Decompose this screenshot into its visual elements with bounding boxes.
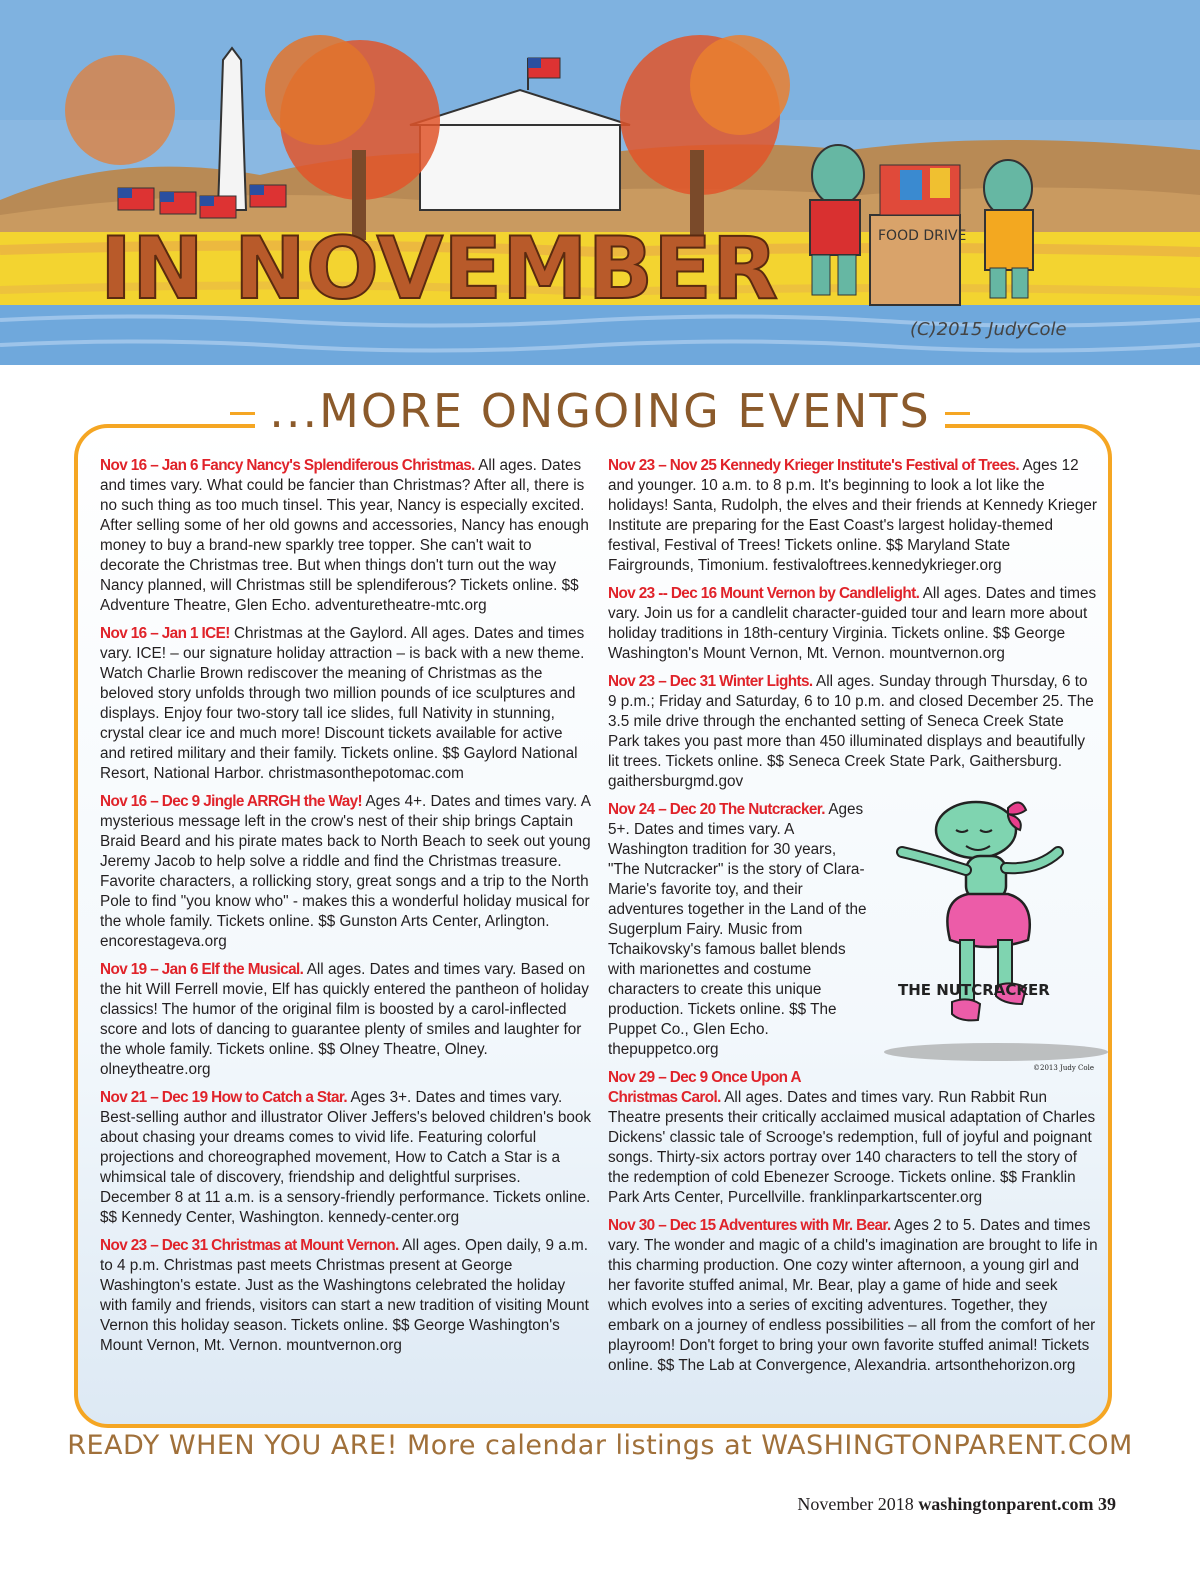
event-item bbox=[608, 584, 1098, 664]
event-item bbox=[608, 1068, 1098, 1208]
footer-issue: November 2018 bbox=[797, 1494, 914, 1514]
event-heading: Nov 24 – Dec 20 The Nutcracker. bbox=[608, 801, 825, 818]
event-body: Ages 5+. Dates and times vary. A Washington tradition for 30 years, "The Nutcracker" is the story of Clara-Marie's favorite toy, and their adventures together in the Land of the Sugerplum Fairy. Music from Tchaikovsky's famous ballet blends with marionettes and costume characters to create this unique production. Tickets online. $$ The Puppet Co., Glen Echo. thepuppetco.org bbox=[608, 801, 867, 1058]
section-title: ...MORE ONGOING EVENTS bbox=[255, 384, 944, 438]
nutcracker-illustration bbox=[868, 790, 1108, 1075]
events-left-column bbox=[100, 456, 592, 1364]
event-heading: Nov 29 – Dec 9 Once Upon A Christmas Carol. bbox=[608, 1069, 801, 1106]
event-heading: Nov 23 – Nov 25 Kennedy Krieger Institute's Festival of Trees. bbox=[608, 457, 1020, 474]
event-heading: Nov 16 – Dec 9 Jingle ARRGH the Way! bbox=[100, 793, 363, 810]
event-heading: Nov 23 -- Dec 16 Mount Vernon by Candlelight. bbox=[608, 585, 920, 602]
event-body: Ages 4+. Dates and times vary. A mysterious message left in the crow's nest of their ship brings Captain Braid Beard and his pirate mates back to North Beach to seek out young Jeremy Jacob to help solve a riddle and find the Christmas treasure. Favorite characters, a rollicking story, great songs and a trip to the North Pole to find "you know who" - makes this a wonderful holiday musical for the whole family. Tickets online. $$ Gunston Arts Center, Arlington. encorestageva.org bbox=[100, 793, 591, 950]
event-body: All ages. Sunday through Thursday, 6 to 9 p.m.; Friday and Saturday, 6 to 10 p.m. and closed December 25. The 3.5 mile drive through the enchanted setting of Seneca Creek State Park takes you past more than 450 illuminated displays and beautifully lit trees. Tickets online. $$ Seneca Creek State Park, Gaithersburg. gaithersburgmd.gov bbox=[608, 673, 1094, 790]
nutcracker-copyright: ©2013 Judy Cole bbox=[1033, 1064, 1094, 1072]
food-drive-label: FOOD DRIVE bbox=[878, 228, 967, 244]
banner-heading: IN NOVEMBER bbox=[100, 219, 779, 319]
footer-site: washingtonparent.com bbox=[918, 1494, 1094, 1514]
event-item bbox=[608, 456, 1098, 576]
event-body: Ages 2 to 5. Dates and times vary. The wonder and magic of a child's imagination are brought to life in this charming production. One cozy winter afternoon, a young girl and her favorite stuffed animal, Mr. Bear, play a game of hide and seek which evolves into a series of exciting adventures. Together, they embark on a journey of endless possibilities – all from the comfort of her playroom! Don't forget to bring your own favorite stuffed animal! Tickets online. $$ The Lab at Convergence, Alexandria. artsonthehorizon.org bbox=[608, 1217, 1098, 1374]
event-body: All ages. Dates and times vary. Run Rabbit Run Theatre presents their critically acclaimed musical adaptation of Charles Dickens' classic tale of Scrooge's redemption, full of joyful and poignant songs. Thirty-six actors portray over 140 characters to tell the story of the redemption of cold Ebenezer Scrooge. Tickets online. $$ Franklin Park Arts Center, Purcellville. franklinparkartscenter.org bbox=[608, 1089, 1096, 1206]
event-item bbox=[100, 1236, 592, 1356]
event-heading: Nov 23 – Dec 31 Christmas at Mount Vernon. bbox=[100, 1237, 399, 1254]
event-body: Ages 3+. Dates and times vary. Best-selling author and illustrator Oliver Jeffers's beloved children's book about chasing your dreams comes to vivid life. Featuring colorful projections and choreographed movement, How to Catch a Star is a whimsical tale of discovery, friendship and delightful surprises. December 8 at 11 a.m. is a sensory-friendly performance. Tickets online. $$ Kennedy Center, Washington. kennedy-center.org bbox=[100, 1089, 592, 1226]
event-heading: Nov 19 – Jan 6 Elf the Musical. bbox=[100, 961, 304, 978]
event-item bbox=[608, 672, 1098, 792]
event-heading: Nov 30 – Dec 15 Adventures with Mr. Bear. bbox=[608, 1217, 891, 1234]
event-body: Ages 12 and younger. 10 a.m. to 8 p.m. It's beginning to look a lot like the holidays! Santa, Rudolph, the elves and their friends at Kennedy Krieger Institute are preparing for the East Coast's largest holiday-themed festival, Festival of Trees! Tickets online. $$ Maryland State Fairgrounds, Timonium. festivaloftrees.kennedykrieger.org bbox=[608, 457, 1097, 574]
event-item bbox=[100, 456, 592, 616]
footer-page-number: 39 bbox=[1098, 1494, 1116, 1514]
event-body: Christmas at the Gaylord. All ages. Dates and times vary. ICE! – our signature holiday attraction – is back with a new theme. Watch Charlie Brown rediscover the meaning of Christmas as the beloved story unfolds through two million pounds of ice sculptures and displays. Enjoy four two-story tall ice slides, full Nativity in stunning, crystal clear ice and much more! Discount tickets available for active and retired military and their family. Tickets online. $$ Gaylord National Resort, National Harbor. christmasonthepotomac.com bbox=[100, 625, 585, 782]
footer-cta: READY WHEN YOU ARE! More calendar listings at WASHINGTONPARENT.COM bbox=[67, 1430, 1133, 1461]
event-item bbox=[100, 960, 592, 1080]
event-item bbox=[100, 624, 592, 784]
event-body: All ages. Dates and times vary. Join us for a candlelit character-guided tour and learn more about holiday traditions in 18th-century Virginia. Tickets online. $$ George Washington's Mount Vernon, Mt. Vernon. mountvernon.org bbox=[608, 585, 1097, 662]
banner-illustration bbox=[0, 0, 1200, 365]
footer-page-info bbox=[797, 1494, 1116, 1515]
event-body: All ages. Dates and times vary. Based on the hit Will Ferrell movie, Elf has quickly entered the pantheon of holiday classics! The humor of the original film is boosted by a carol-inflected score and lots of dancing to guarantee plenty of smiles and laughter for the whole family. Tickets online. $$ Olney Theatre, Olney. olneytheatre.org bbox=[100, 961, 589, 1078]
event-body: All ages. Open daily, 9 a.m. to 4 p.m. Christmas past meets Christmas present at George Washington's estate. Just as the Washingtons celebrated the holiday with family and friends, visitors can start a new tradition of visiting Mount Vernon this holiday season. Tickets online. $$ George Washington's Mount Vernon, Mt. Vernon. mountvernon.org bbox=[100, 1237, 589, 1354]
banner-copyright: (C)2015 JudyCole bbox=[910, 319, 1067, 340]
event-body: All ages. Dates and times vary. What could be fancier than Christmas? After all, there is no such thing as too much tinsel. This year, Nancy is especially excited. After selling some of her old gowns and accessories, Nancy has enough money to buy a brand-new sparkly tree topper. She can't wait to decorate the Christmas tree. But when things don't turn out the way Nancy planned, will Christmas still be splendiferous? Tickets online. $$ Adventure Theatre, Glen Echo. adventuretheatre-mtc.org bbox=[100, 457, 589, 614]
event-item bbox=[608, 1216, 1098, 1376]
event-heading: Nov 16 – Jan 1 ICE! bbox=[100, 625, 230, 642]
event-heading: Nov 21 – Dec 19 How to Catch a Star. bbox=[100, 1089, 348, 1106]
event-item bbox=[100, 792, 592, 952]
event-heading: Nov 23 – Dec 31 Winter Lights. bbox=[608, 673, 813, 690]
event-item bbox=[100, 1088, 592, 1228]
event-heading: Nov 16 – Jan 6 Fancy Nancy's Splendiferous Christmas. bbox=[100, 457, 475, 474]
nutcracker-label: THE NUTCRACKER bbox=[898, 981, 1050, 999]
